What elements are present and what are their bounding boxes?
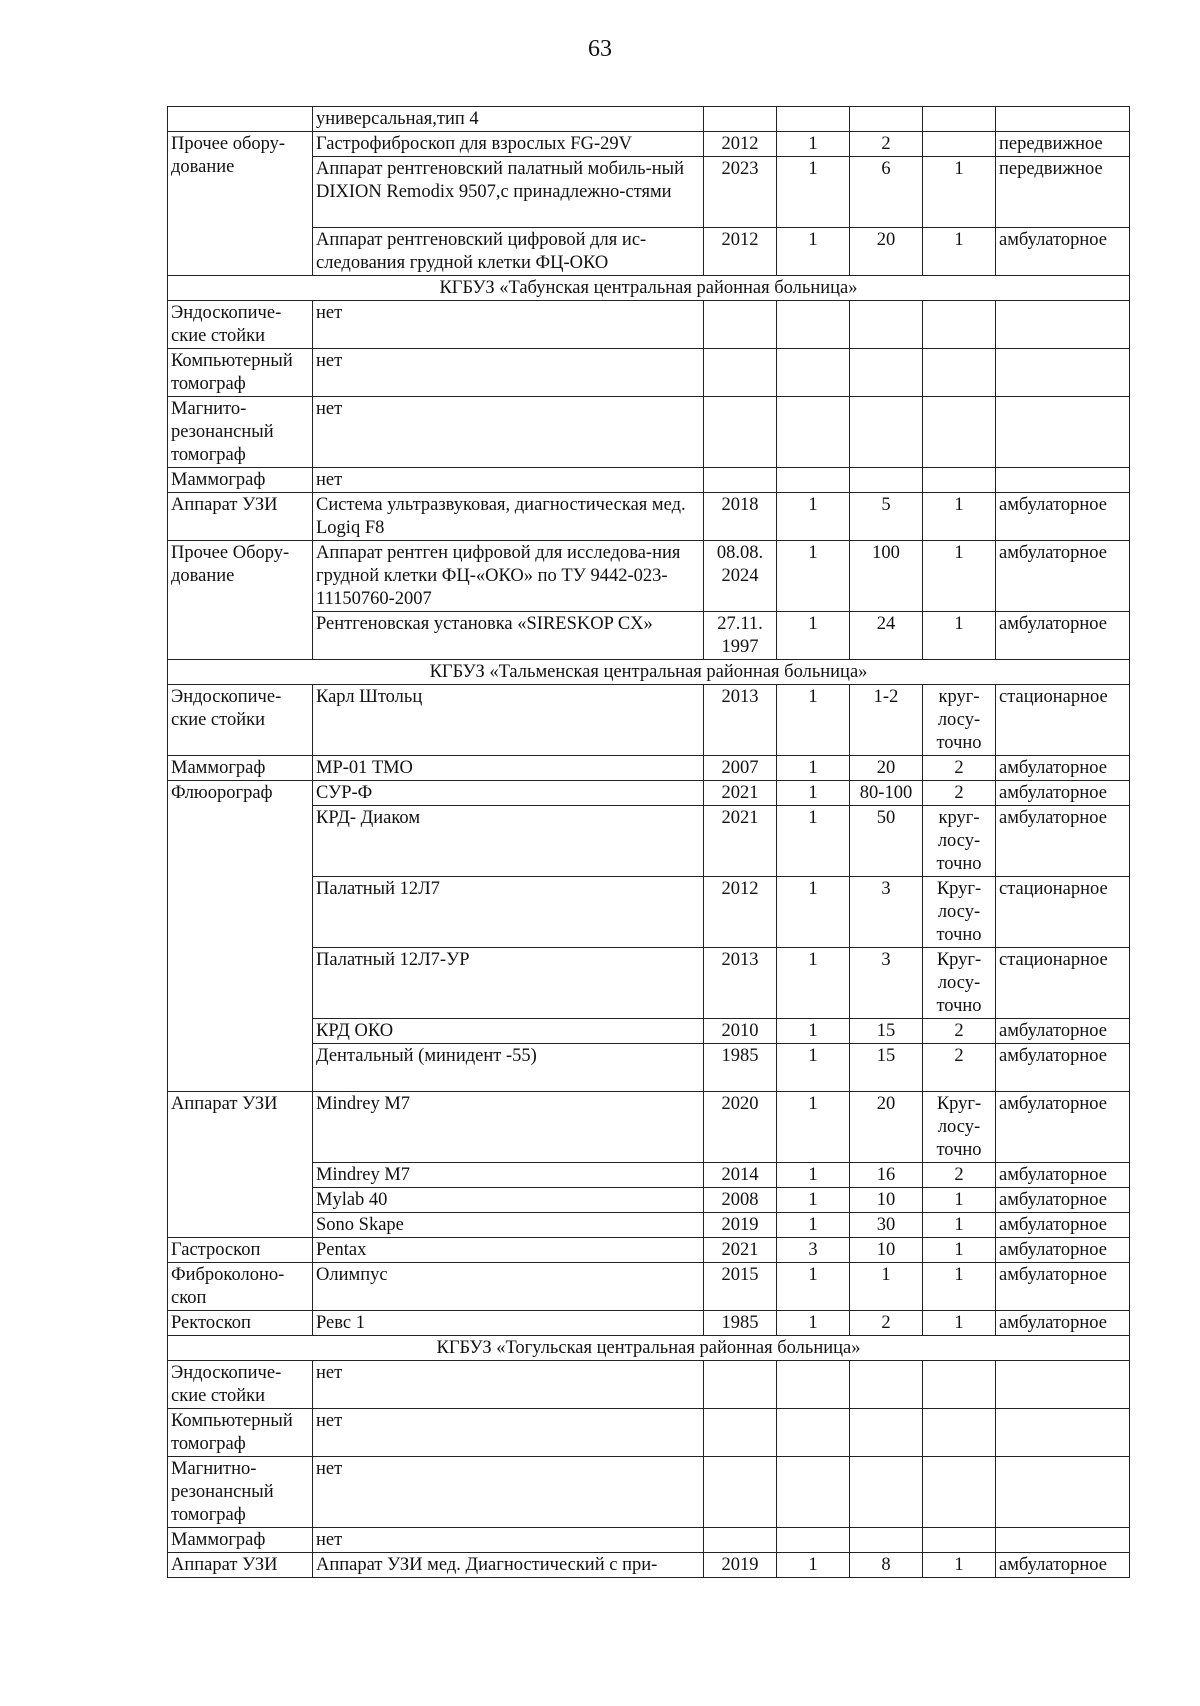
- table-row: Mindrey M7 2014 1 16 2 амбулаторное: [168, 1163, 1130, 1188]
- equipment-name: Mylab 40: [313, 1188, 704, 1213]
- section-header-row: [168, 276, 1130, 301]
- equipment-name: универсальная,тип 4: [313, 107, 704, 132]
- equipment-name: Аппарат рентгеновский цифровой для ис-следования грудной клетки ФЦ-ОКО: [313, 228, 704, 276]
- table-row: [168, 1361, 1130, 1409]
- category-cell: Компьютерный томограф: [168, 349, 313, 397]
- category-cell: Прочее Обору-дование: [168, 541, 313, 660]
- table-row: [168, 107, 1130, 132]
- equipment-name: Аппарат рентгеновский палатный мобиль-ный DIXION Remodix 9507,с принадлежно-стями: [313, 157, 704, 228]
- category-cell: Прочее обору- дование: [168, 132, 313, 276]
- table-row: [168, 1457, 1130, 1528]
- equipment-name: Дентальный (минидент -55): [313, 1044, 704, 1092]
- equipment-name: нет: [313, 301, 704, 349]
- table-row: Ректоскоп Ревс 1 1985 1 2 1 амбулаторное: [168, 1311, 1130, 1336]
- equipment-name: КРД- Диаком: [313, 806, 704, 877]
- equipment-name: Mindrey M7: [313, 1092, 704, 1163]
- category-cell: Аппарат УЗИ: [168, 493, 313, 541]
- category-cell: Маммограф: [168, 1528, 313, 1553]
- equipment-name: Гастрофиброскоп для взрослых FG-29V: [313, 132, 704, 157]
- equipment-name: КРД ОКО: [313, 1019, 704, 1044]
- category-cell: Аппарат УЗИ: [168, 1553, 313, 1578]
- equipment-name: Палатный 12Л7: [313, 877, 704, 948]
- category-cell: Магнито-резонансный томограф: [168, 397, 313, 468]
- equipment-name: Pentax: [313, 1238, 704, 1263]
- equipment-name: Палатный 12Л7-УР: [313, 948, 704, 1019]
- table-row: Аппарат рентгеновский цифровой для ис-следования грудной клетки ФЦ-ОКО 2012 1 20 1 амбулаторное: [168, 228, 1130, 276]
- table-row: Палатный 12Л7 2012 1 3 Круг-лосу-точно стационарное: [168, 877, 1130, 948]
- equipment-name: Аппарат рентген цифровой для исследова-ния грудной клетки ФЦ-«ОКО» по ТУ 9442-023-11150760-2007: [313, 541, 704, 612]
- equipment-name: нет: [313, 1409, 704, 1457]
- category-cell: Фиброколоно-скоп: [168, 1263, 313, 1311]
- table-row: Рентгеновская установка «SIRESKOP CX» 27.11. 1997 1 24 1 амбулаторное: [168, 612, 1130, 660]
- category-cell: Магнитно-резонансный томограф: [168, 1457, 313, 1528]
- category-cell: Эндоскопиче-ские стойки: [168, 685, 313, 756]
- table-row: [168, 468, 1130, 493]
- category-cell: Эндоскопиче-ские стойки: [168, 1361, 313, 1409]
- table-row: Mylab 40 2008 1 10 1 амбулаторное: [168, 1188, 1130, 1213]
- table-row: Фиброколоно-скоп Олимпус 2015 1 1 1 амбулаторное: [168, 1263, 1130, 1311]
- equipment-name: СУР-Ф: [313, 781, 704, 806]
- section-title: КГБУЗ «Табунская центральная районная больница»: [168, 276, 1130, 301]
- table-row: Аппарат УЗИ Система ультразвуковая, диагностическая мед. Logiq F8 2018 1 5 1 амбулаторное: [168, 493, 1130, 541]
- table-row: Sono Skape 2019 1 30 1 амбулаторное: [168, 1213, 1130, 1238]
- table-row: [168, 397, 1130, 468]
- equipment-name: нет: [313, 1528, 704, 1553]
- table-row: Аппарат рентгеновский палатный мобиль-ный DIXION Remodix 9507,с принадлежно-стями 2023 1 6 1 передвижное: [168, 157, 1130, 228]
- equipment-name: нет: [313, 1361, 704, 1409]
- equipment-name: МР-01 ТМО: [313, 756, 704, 781]
- table-row: Флюорограф СУР-Ф 2021 1 80-100 2 амбулаторное: [168, 781, 1130, 806]
- equipment-name: нет: [313, 397, 704, 468]
- equipment-name: Система ультразвуковая, диагностическая мед. Logiq F8: [313, 493, 704, 541]
- table-row: Прочее Обору-дование Аппарат рентген цифровой для исследова-ния грудной клетки ФЦ-«ОКО» по ТУ 9442-023-11150760-2007 08.08. 2024 1 100 1 амбулаторное: [168, 541, 1130, 612]
- equipment-name: Ревс 1: [313, 1311, 704, 1336]
- table-row: Эндоскопиче-ские стойки Карл Штольц 2013 1 1-2 круг-лосу-точно стационарное: [168, 685, 1130, 756]
- section-title: КГБУЗ «Тогульская центральная районная больница»: [168, 1336, 1130, 1361]
- category-cell: Ректоскоп: [168, 1311, 313, 1336]
- table-row: Палатный 12Л7-УР 2013 1 3 Круг-лосу-точно стационарное: [168, 948, 1130, 1019]
- equipment-name: нет: [313, 1457, 704, 1528]
- table-row: [168, 349, 1130, 397]
- page-number: 63: [588, 36, 612, 62]
- section-title: КГБУЗ «Тальменская центральная районная больница»: [168, 660, 1130, 685]
- category-cell: Флюорограф: [168, 781, 313, 1092]
- table-row: Маммограф МР-01 ТМО 2007 1 20 2 амбулаторное: [168, 756, 1130, 781]
- equipment-name: Олимпус: [313, 1263, 704, 1311]
- equipment-name: Рентгеновская установка «SIRESKOP CX»: [313, 612, 704, 660]
- equipment-name: Sono Skape: [313, 1213, 704, 1238]
- section-header-row: [168, 660, 1130, 685]
- table-row: [168, 1409, 1130, 1457]
- equipment-name: нет: [313, 349, 704, 397]
- section-header-row: [168, 1336, 1130, 1361]
- category-cell: Гастроскоп: [168, 1238, 313, 1263]
- equipment-name: Mindrey M7: [313, 1163, 704, 1188]
- category-cell: Маммограф: [168, 756, 313, 781]
- category-cell: Маммограф: [168, 468, 313, 493]
- table-row: Аппарат УЗИ Аппарат УЗИ мед. Диагностический с при- 2019 1 8 1 амбулаторное: [168, 1553, 1130, 1578]
- table-row: КРД- Диаком 2021 1 50 круг-лосу-точно амбулаторное: [168, 806, 1130, 877]
- category-cell: Эндоскопиче-ские стойки: [168, 301, 313, 349]
- table-row: Гастроскоп Pentax 2021 3 10 1 амбулаторное: [168, 1238, 1130, 1263]
- table-row: Прочее обору- дование Гастрофиброскоп для взрослых FG-29V 2012 1 2 передвижное: [168, 132, 1130, 157]
- equipment-name: Карл Штольц: [313, 685, 704, 756]
- equipment-table: [167, 106, 1130, 1578]
- table-row: Дентальный (минидент -55) 1985 1 15 2 амбулаторное: [168, 1044, 1130, 1092]
- table-row: КРД ОКО 2010 1 15 2 амбулаторное: [168, 1019, 1130, 1044]
- table-row: [168, 301, 1130, 349]
- category-cell: Компьютерный томограф: [168, 1409, 313, 1457]
- category-cell: Аппарат УЗИ: [168, 1092, 313, 1238]
- equipment-name: нет: [313, 468, 704, 493]
- equipment-name: Аппарат УЗИ мед. Диагностический с при-: [313, 1553, 704, 1578]
- table-row: Аппарат УЗИ Mindrey M7 2020 1 20 Круг-лосу-точно амбулаторное: [168, 1092, 1130, 1163]
- table-row: [168, 1528, 1130, 1553]
